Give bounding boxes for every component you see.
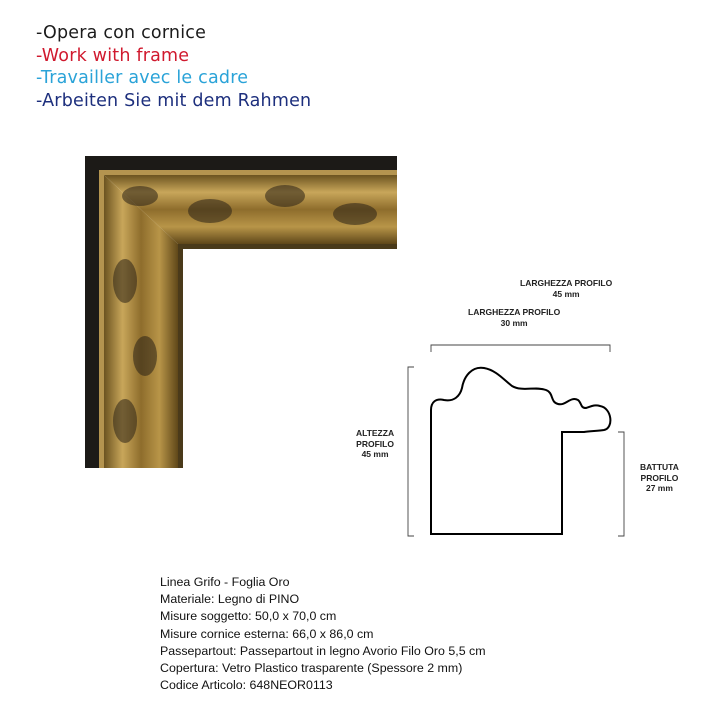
- spec-line: Passepartout: Passepartout in legno Avorio Filo Oro 5,5 cm: [160, 643, 486, 658]
- spec-line: Materiale: Legno di PINO: [160, 592, 300, 607]
- title-italian: -Opera con cornice: [36, 23, 207, 43]
- language-titles: [36, 22, 311, 112]
- spec-line: Codice Articolo: 648NEOR0113: [160, 678, 333, 693]
- title-french: -Travailler avec le cadre: [36, 68, 249, 89]
- frame-corner-sample: [85, 156, 397, 468]
- height-bracket: [408, 367, 414, 536]
- spec-line: Copertura: Vetro Plastico trasparente (Spessore 2 mm): [160, 661, 463, 676]
- product-specs: [160, 574, 486, 694]
- width-bracket: [431, 345, 610, 352]
- title-english: -Work with frame: [36, 45, 190, 66]
- spec-line: Misure soggetto: 50,0 x 70,0 cm: [160, 609, 337, 624]
- spec-line: Linea Grifo - Foglia Oro: [160, 575, 290, 589]
- profile-diagram: [400, 330, 640, 550]
- profile-outline: [431, 368, 610, 534]
- spec-line: Misure cornice esterna: 66,0 x 86,0 cm: [160, 626, 374, 641]
- title-german: -Arbeiten Sie mit dem Rahmen: [36, 90, 312, 111]
- dim-inner-width: LARGHEZZA PROFILO 30 mm: [468, 307, 561, 328]
- rabbet-bracket: [618, 432, 624, 536]
- dim-rabbet: BATTUTA PROFILO 27 mm: [640, 462, 679, 493]
- dim-total-width: LARGHEZZA PROFILO 45 mm: [520, 278, 613, 299]
- dim-height: ALTEZZA PROFILO 45 mm: [356, 428, 395, 459]
